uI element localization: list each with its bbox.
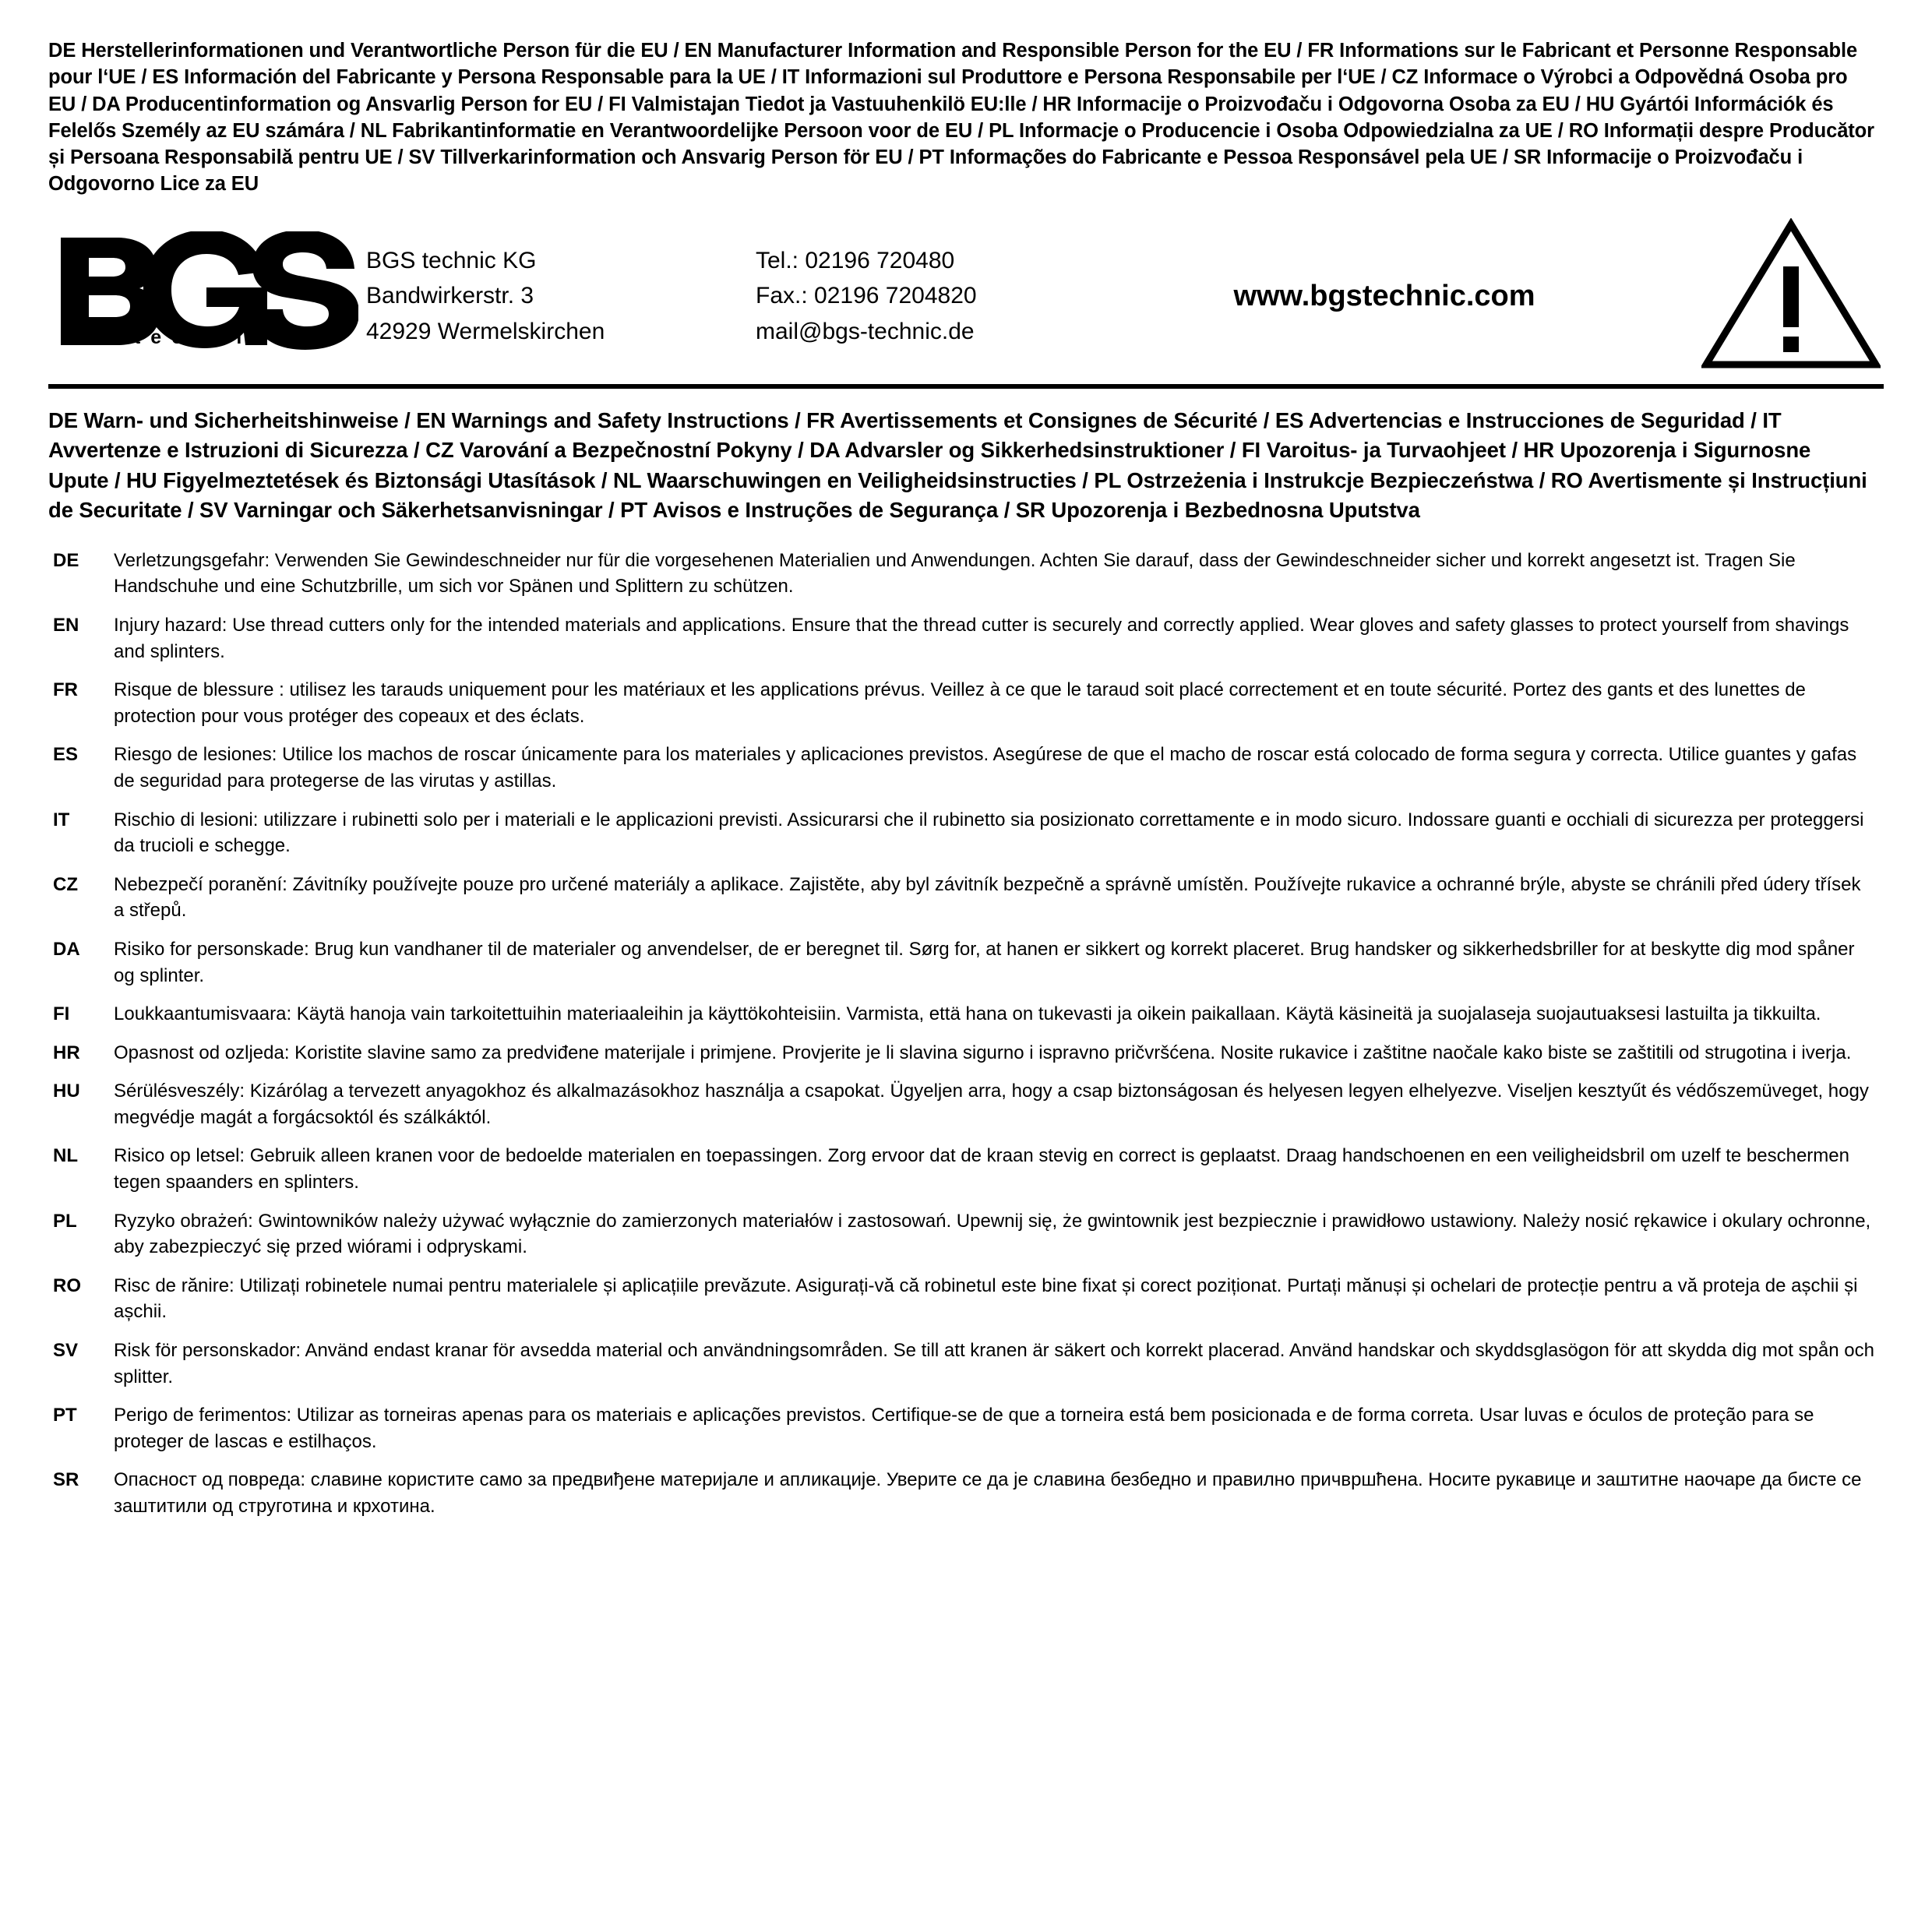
language-code: SV: [53, 1340, 79, 1362]
company-city: 42929 Wermelskirchen: [366, 319, 605, 345]
company-contact: [756, 238, 1083, 350]
logo-subtext: t e c h n i c: [134, 326, 266, 349]
company-address: [366, 238, 756, 350]
warning-text: Opasnost od ozljeda: Koristite slavine samo za predviđene materijale i primjene. Provjerite je li slavina sigurno i ispravno pričvršćena. Nosite rukavice i zaštitne naočale kako biste se zaštitili od strugotina i iverja.: [114, 1042, 1852, 1063]
warning-text: Verletzungsgefahr: Verwenden Sie Gewindeschneider nur für die vorgesehenen Materialien und Anwendungen. Achten Sie darauf, dass der Gewindeschneider sicher und korrekt angesetzt ist. Tragen Sie Handschuhe und eine Schutzbrille, um sich vor Spänen und Splittern zu schützen.: [114, 549, 1796, 598]
warning-row-fr: [48, 677, 1884, 729]
language-code: FI: [53, 1003, 70, 1025]
warning-text: Опасност од повреда: славине користите само за предвиђене материјале и апликације. Уверите се да је славина безбедно и правилно причвршћена. Носите рукавице и заштитне наочаре да бисте се заштитили од струготина и крхотина.: [114, 1469, 1862, 1517]
warning-text: Sérülésveszély: Kizárólag a tervezett anyagokhoz és alkalmazásokhoz használja a csapokat. Ügyeljen arra, hogy a csap biztonságosan és helyesen legyen elhelyezve. Viseljen kesztyűt és védőszemüveget, hogy megvédje magát a forgácsoktól és szálkáktól.: [114, 1081, 1869, 1128]
warning-text: Risque de blessure : utilisez les tarauds uniquement pour les matériaux et les applications prévus. Veillez à ce que le taraud soit placé correctement et en toute sécurité. Portez des gants et des lunettes de protection pour vous protéger des copeaux et des éclats.: [114, 679, 1806, 727]
language-code: NL: [53, 1145, 78, 1167]
language-code: ES: [53, 744, 79, 766]
warning-row-nl: [48, 1143, 1884, 1195]
warning-row-da: [48, 936, 1884, 989]
warning-row-hr: [48, 1040, 1884, 1066]
warning-row-es: [48, 742, 1884, 794]
warning-text: Riesgo de lesiones: Utilice los machos de roscar únicamente para los materiales y aplicaciones previstos. Asegúrese de que el macho de roscar está colocado de forma segura y correcta. Utilice guantes y gafas de seguridad para protegerse de las virutas y astillas.: [114, 744, 1857, 791]
company-fax: Fax.: 02196 7204820: [756, 283, 977, 309]
language-code: PT: [53, 1405, 77, 1426]
warning-row-sr: [48, 1467, 1884, 1519]
language-code: DE: [53, 549, 79, 571]
manufacturer-information-heading: DE Herstellerinformationen und Verantwortliche Person für die EU / EN Manufacturer Information and Responsible Person for the EU / FR Informations sur le Fabricant et Personne Responsable pour l‘UE / ES Información del Fabricante y Persona Responsable para la UE / IT Informazioni sul Produttore e Persona Responsabile per l‘UE / CZ Informace o Výrobci a Odpovědná Osoba pro EU / DA Producentinformation og Ansvarlig Person for EU / FI Valmistajan Tiedot ja Vastuuhenkilö EU:lle / HR Informacije o Proizvođaču i Odgovorna Osoba za EU / HU Gyártói Információk és Felelős Személy az EU számára / NL Fabrikantinformatie en Verantwoordelijke Persoon voor de EU / PL Informacje o Producencie i Osoba Odpowiedzialna za UE / RO Informații despre Producător și Persoana Responsabilă pentru UE / SV Tillverkarinformation och Ansvarig Person för EU / PT Informações do Fabricante e Pessoa Responsável pela UE / SR Informacije o Proizvođaču i Odgovorno Lice za EU: [48, 40, 1874, 196]
warning-text: Risiko for personskade: Brug kun vandhaner til de materialer og anvendelser, de er beregnet til. Sørg for, at hanen er sikkert og korrekt placeret. Brug handsker og sikkerhedsbriller for at beskytte dig mod spåner og splinter.: [114, 938, 1855, 986]
warning-row-pt: [48, 1402, 1884, 1454]
warning-text: Perigo de ferimentos: Utilizar as torneiras apenas para os materiais e aplicações previstos. Certifique-se de que a torneira está bem posicionada e de forma correta. Usar luvas e óculos de proteção para se proteger de lascas e estilhaços.: [114, 1405, 1814, 1452]
warning-row-sv: [48, 1338, 1884, 1390]
language-code: HR: [53, 1042, 80, 1063]
warning-row-de: [48, 548, 1884, 600]
company-name: BGS technic KG: [366, 247, 537, 273]
warning-row-cz: [48, 872, 1884, 924]
language-code: RO: [53, 1274, 81, 1296]
warning-text: Risico op letsel: Gebruik alleen kranen voor de bedoelde materialen en toepassingen. Zorg ervoor dat de kraan stevig en correct is geplaatst. Draag handschoenen en een veiligheidsbril om uzelf te beschermen tegen spaanders en splinters.: [114, 1145, 1849, 1193]
warning-row-fi: [48, 1001, 1884, 1028]
language-code: CZ: [53, 873, 78, 895]
warning-triangle-icon: [1686, 218, 1884, 370]
warning-text: Ryzyko obrażeń: Gwintowników należy używać wyłącznie do zamierzonych materiałów i zastosowań. Upewnij się, że gwintownik jest bezpiecznie i prawidłowo ustawiony. Należy nosić rękawice i okulary ochronne, aby zabezpieczyć się przed wiórami i odpryskami.: [114, 1210, 1871, 1258]
bgs-logo: [48, 231, 366, 356]
language-code: IT: [53, 809, 70, 830]
warning-text: Loukkaantumisvaara: Käytä hanoja vain tarkoitettuihin materiaaleihin ja käyttökohteisiin. Varmista, että hana on tukevasti ja oikein paikallaan. Käytä käsineitä ja suojalaseja suojautuaksesi lastuilta ja tikkuilta.: [114, 1003, 1821, 1025]
warning-row-pl: [48, 1208, 1884, 1260]
warning-text: Nebezpečí poranění: Závitníky používejte pouze pro určené materiály a aplikace. Zajistěte, aby byl závitník bezpečně a správně umístěn. Používejte rukavice a ochranné brýle, abyste se chránili před údery třísek a střepů.: [114, 873, 1861, 922]
language-code: FR: [53, 679, 78, 701]
warning-text: Risc de rănire: Utilizați robinetele numai pentru materialele și aplicațiile prevăzute. Asigurați-vă că robinetul este bine fixat și corect poziționat. Purtați mănuși și ochelari de protecție pentru a vă proteja de așchii și așchii.: [114, 1274, 1858, 1323]
warning-row-hu: [48, 1078, 1884, 1130]
company-info-band: [48, 215, 1884, 389]
warnings-language-list: [48, 548, 1884, 1520]
warning-row-ro: [48, 1273, 1884, 1325]
language-code: DA: [53, 938, 80, 960]
warning-text: Injury hazard: Use thread cutters only for the intended materials and applications. Ensure that the thread cutter is securely and correctly applied. Wear gloves and safety glasses to protect yourself from shavings and splinters.: [114, 614, 1849, 662]
warnings-and-safety-heading: DE Warn- und Sicherheitshinweise / EN Warnings and Safety Instructions / FR Avertissements et Consignes de Sécurité / ES Advertencias e Instrucciones de Seguridad / IT Avvertenze e Istruzioni di Sicurezza / CZ Varování a Bezpečnostní Pokyny / DA Advarsler og Sikkerhedsinstruktioner / FI Varoitus- ja Turvaohjeet / HR Upozorenja i Sigurnosne Upute / HU Figyelmeztetések és Biztonsági Utasítások / NL Waarschuwingen en Veiligheidsinstructies / PL Ostrzeżenia i Instrukcje Bezpieczeństwa / RO Avertismente și Instrucțiuni de Securitate / SV Varningar och Säkerhetsanvisningar / PT Avisos e Instruções de Segurança / SR Upozorenja i Bezbednosna Uputstva: [48, 407, 1867, 523]
warning-text: Rischio di lesioni: utilizzare i rubinetti solo per i materiali e le applicazioni previsti. Assicurarsi che il rubinetto sia posizionato correttamente e in modo sicuro. Indossare guanti e occhiali di sicurezza per proteggersi da trucioli e schegge.: [114, 809, 1864, 857]
logo-registered-mark: ®: [282, 230, 298, 254]
company-website: www.bgstechnic.com: [1233, 279, 1535, 312]
company-email: mail@bgs-technic.de: [756, 319, 975, 345]
language-code: PL: [53, 1210, 77, 1232]
language-code: SR: [53, 1469, 79, 1491]
warning-row-it: [48, 807, 1884, 859]
company-tel: Tel.: 02196 720480: [756, 247, 955, 273]
language-code: HU: [53, 1081, 80, 1102]
company-street: Bandwirkerstr. 3: [366, 283, 534, 309]
warning-text: Risk för personskador: Använd endast kranar för avsedda material och användningsområden. Se till att kranen är säkert och korrekt placerad. Använd handskar och skyddsglasögon för att skydda dig mot spån och splitter.: [114, 1340, 1874, 1387]
warning-row-en: [48, 612, 1884, 665]
language-code: EN: [53, 614, 79, 636]
